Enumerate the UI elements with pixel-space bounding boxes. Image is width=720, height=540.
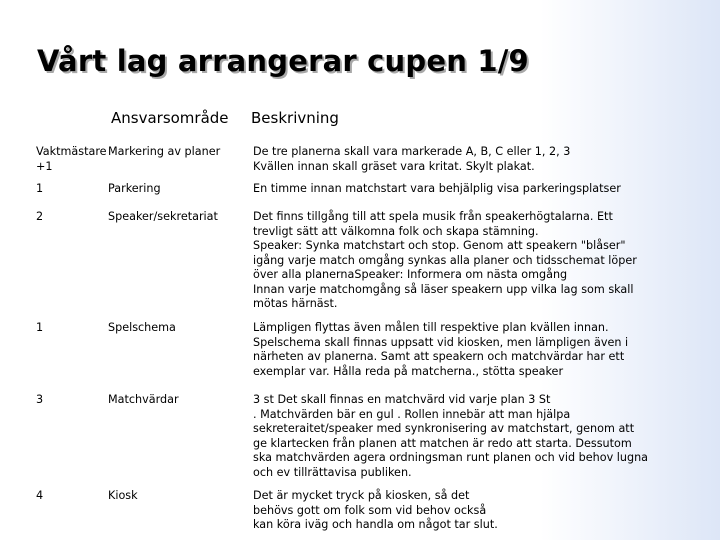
row-team-cell: 1: [36, 321, 44, 334]
row-area-cell: Spelschema: [108, 321, 176, 334]
row-area-cell: Matchvärdar: [108, 393, 179, 406]
row-team-cell: 2: [36, 210, 44, 223]
page-title: Vårt lag arrangerar cupen 1/9: [37, 44, 529, 78]
row-team-cell: Vaktmästare +1: [36, 145, 107, 173]
row-area-cell: Kiosk: [108, 489, 138, 502]
row-description-cell: Det finns tillgång till att spela musik från speakerhögtalarna. Ett trevligt sätt att välkomna folk och skapa stämning. Speaker: Synka matchstart och stop. Genom att speakern "blåser" igång varje match omgång synkas alla planer och tidsschemat löper över alla planernaSpeaker: Informera om nästa omgång Innan varje matchomgång så läser speakern upp vilka lag som skall mötas härnäst.: [253, 210, 637, 310]
row-area-cell: Speaker/sekretariat: [108, 210, 218, 223]
row-description-cell: De tre planerna skall vara markerade A, B, C eller 1, 2, 3 Kvällen innan skall gräset vara kritat. Skylt plakat.: [253, 145, 571, 173]
row-description-cell: 3 st Det skall finnas en matchvärd vid varje plan 3 St . Matchvärden bär en gul . Rollen innebär att man hjälpa sekreteraitet/speaker med synkronisering av matchstart, genom att ge klartecken från planen att matchen är redo att starta. Dessutom ska matchvärden agera ordningsman runt planen och vid behov lugna och ev tillrättavisa publiken.: [253, 393, 649, 479]
row-team-cell: 4: [36, 489, 44, 502]
row-description-cell: En timme innan matchstart vara behjälplig visa parkeringsplatser: [253, 182, 621, 195]
row-area-cell: Markering av planer: [108, 145, 221, 158]
row-team-cell: 3: [36, 393, 44, 406]
row-description-cell: Lämpligen flyttas även målen till respektive plan kvällen innan. Spelschema skall finnas uppsatt vid kiosken, men lämpligen även i närheten av planerna. Samt att speakern och matchvärdar har ett exemplar var. Hålla reda på matcherna., stötta speaker: [253, 321, 629, 378]
column-header-area: Ansvarsområde: [111, 109, 229, 127]
row-area-cell: Parkering: [108, 182, 161, 195]
row-description-cell: Det är mycket tryck på kiosken, så det behövs gott om folk som vid behov också kan köra iväg och handla om något tar slut.: [253, 489, 498, 531]
column-header-description: Beskrivning: [251, 109, 339, 127]
row-team-cell: 1: [36, 182, 44, 195]
